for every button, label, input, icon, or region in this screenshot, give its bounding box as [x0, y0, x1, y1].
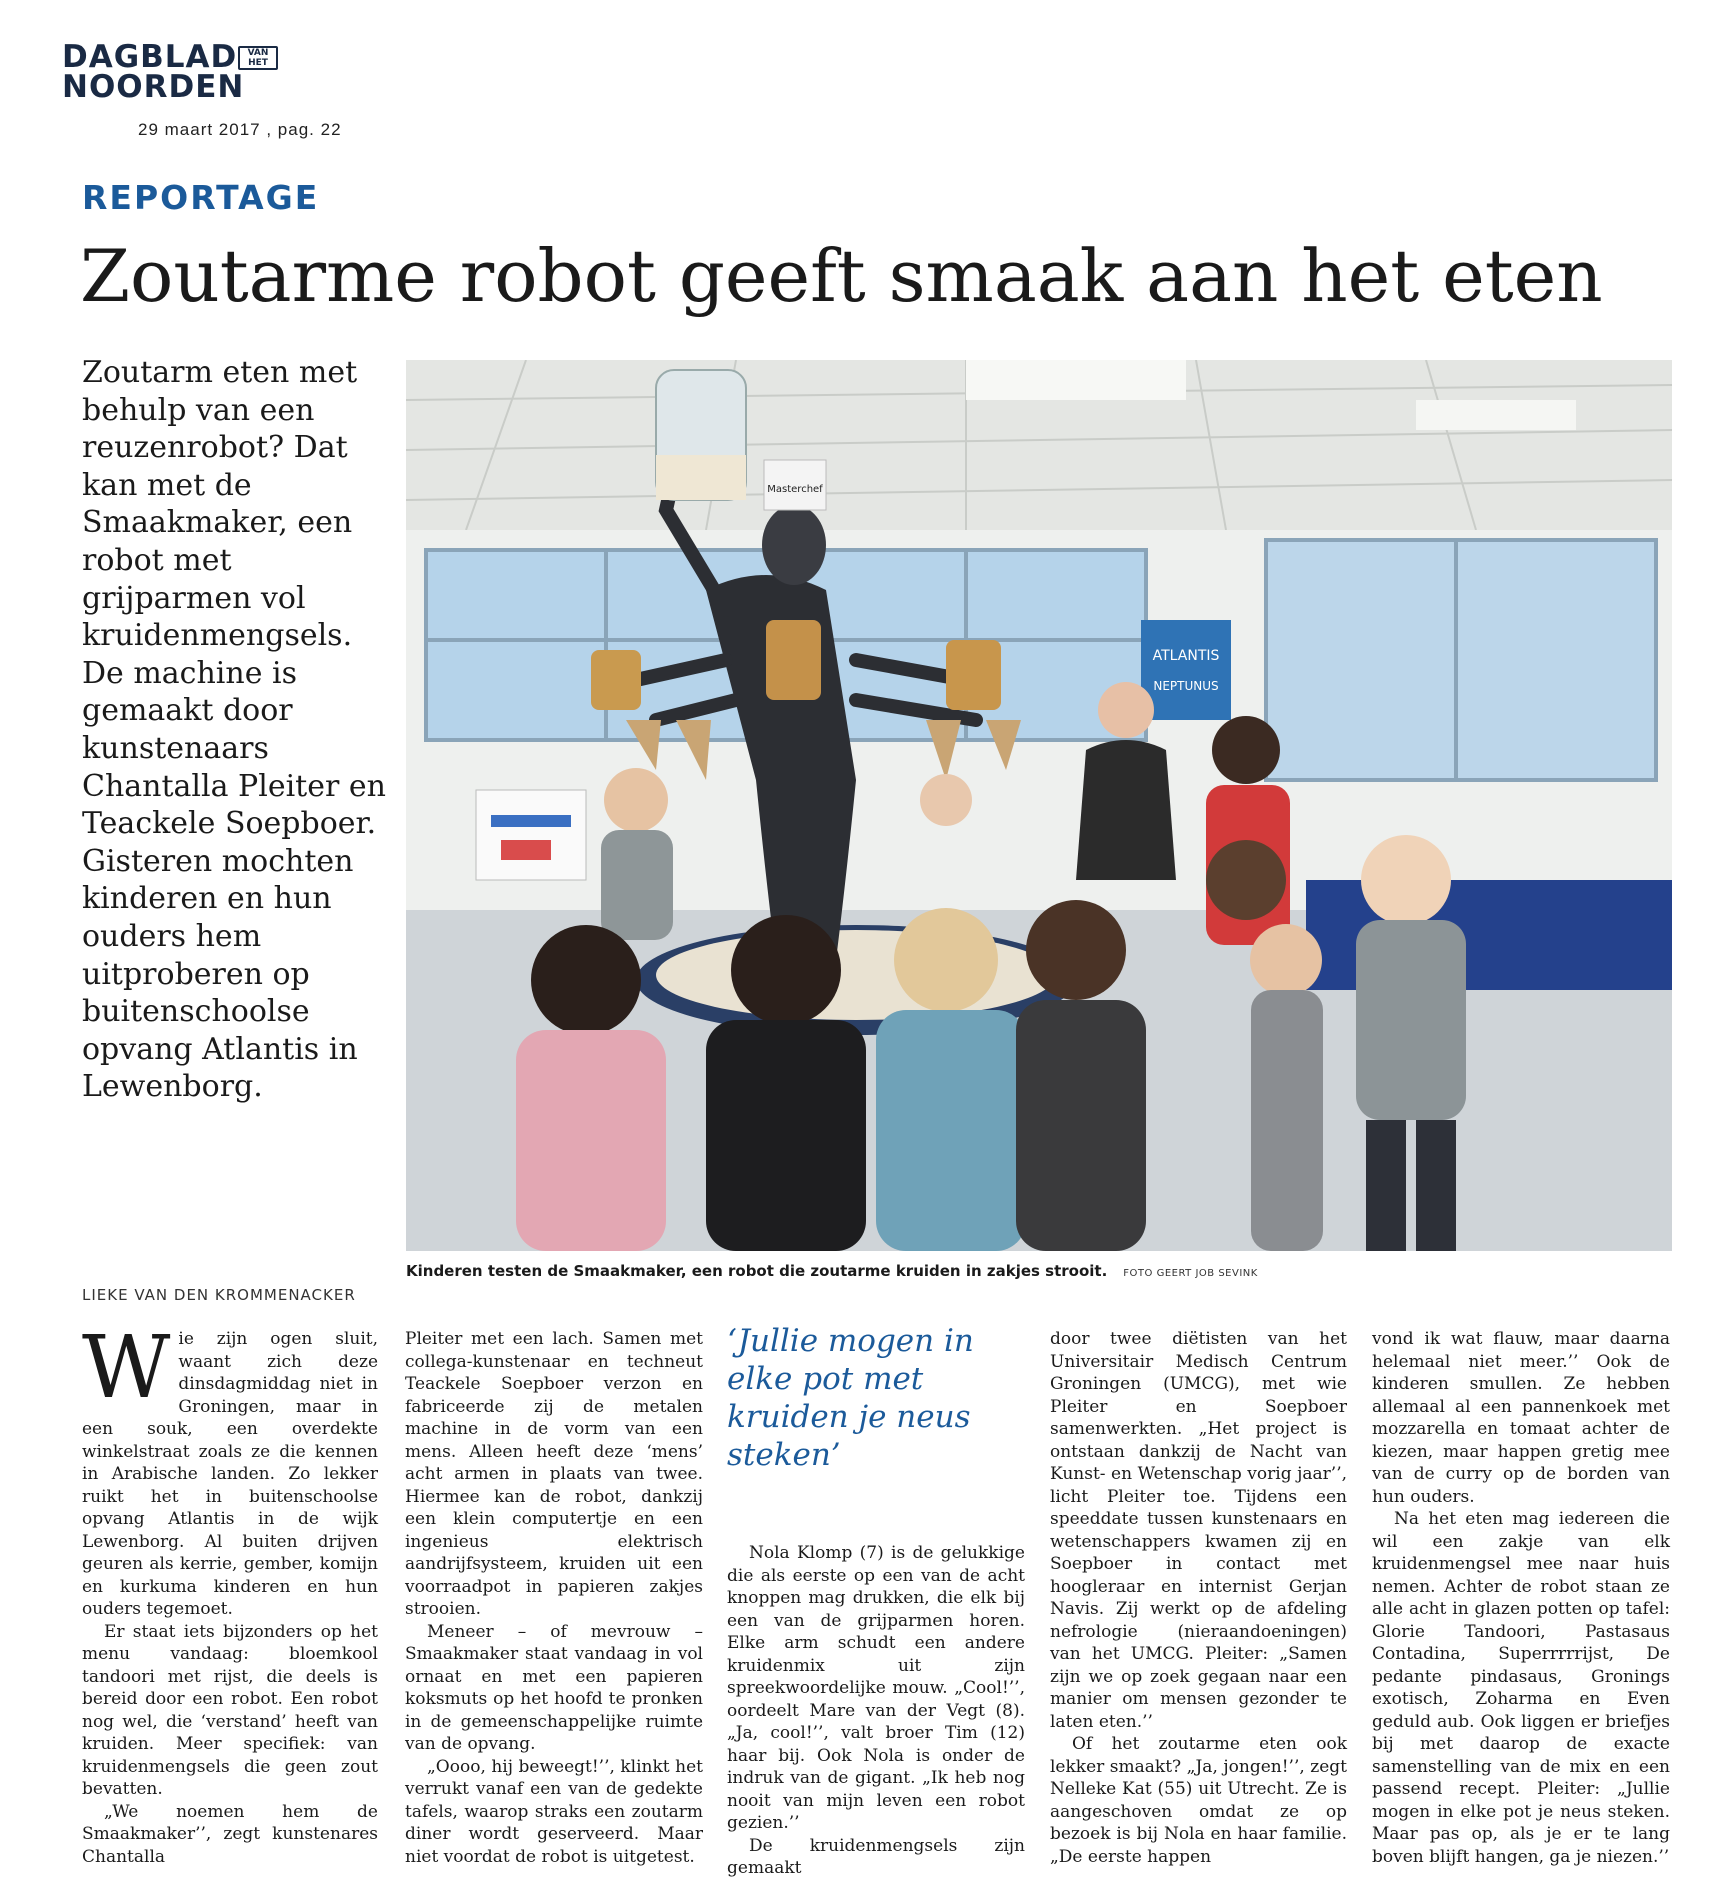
photo-credit: FOTO GEERT JOB SEVINK: [1123, 1268, 1258, 1279]
logo-line-2: NOORDEN: [62, 69, 245, 105]
svg-text:ATLANTIS: ATLANTIS: [1152, 648, 1220, 664]
paragraph: door twee diëtisten van het Universitair Medisch Centrum Groningen (UMCG), met wie Pleiter en Soepboer samenwerkten. „Het project is ontstaan dankzij de Nacht van Kunst- en Wetenschap vorig jaar’’, licht Pleiter toe. Tijdens een speeddate tussen kunstenaars en wetenschappers kwamen zij en Soepboer in contact met hoogleraar en internist Gerjan Navis. Zij werkt op de afdeling nefrologie (nieraandoeningen) van het UMCG. Pleiter: „Samen zijn we op zoek gegaan naar een manier om mensen gezonder te laten eten.’’: [1050, 1329, 1347, 1732]
dateline: 29 maart 2017 , pag. 22: [138, 120, 342, 139]
paragraph: Of het zoutarme eten ook lekker smaakt? „Ja, jongen!’’, zegt Nelleke Kat (55) uit Utrecht. Ze is aangeschoven omdat ze op bezoek is bij Nola en haar familie. „De eerste happen: [1050, 1734, 1347, 1867]
article-photo: [406, 360, 1672, 1251]
paragraph: „Oooo, hij beweegt!’’, klinkt het verrukt vanaf een van de gedekte tafels, waarop straks een zoutarm diner wordt geserveerd. Maar niet voordat de robot is uitgetest.: [405, 1756, 703, 1867]
photo-caption: [406, 1262, 1306, 1280]
caption-text: Kinderen testen de Smaakmaker, een robot die zoutarme kruiden in zakjes strooit.: [406, 1262, 1108, 1280]
paragraph: vond ik wat flauw, maar daarna helemaal niet meer.’’ Ook de kinderen smullen. Ze hebben allemaal al een pannenkoek met mozzarella en tomaat achter de kiezen, maar happen gretig mee van de curry op de borden van hun ouders.: [1372, 1329, 1670, 1507]
paragraph: Nola Klomp (7) is de gelukkige die als eerste op een van de acht knoppen mag drukken, die elk bij een van de grijparmen horen. Elke arm schudt een andere kruidenmix uit zijn spreekwoordelijke mouw. „Cool!’’, oordeelt Mare van der Vegt (8). „Ja, cool!’’, valt broer Tim (12) haar bij. Ook Nola is onder de indruk van de gigant. „Ik heb nog nooit van mijn leven een robot gezien.’’: [727, 1543, 1025, 1833]
intro-lead: Zoutarm eten met behulp van een reuzenrobot? Dat kan met de Smaakmaker, een robot met grijparmen vol kruidenmengsels. De machine is gemaakt door kunstenaars Chantalla Pleiter en Teackele Soepboer. Gisteren mochten kinderen en hun ouders hem uitproberen op buitenschoolse opvang Atlantis in Lewenborg.: [82, 355, 386, 1105]
svg-text:NEPTUNUS: NEPTUNUS: [1153, 679, 1219, 693]
newspaper-logo: [62, 39, 282, 106]
drop-cap: W: [82, 1318, 171, 1418]
paragraph: Pleiter met een lach. Samen met collega-kunstenaar en techneut Teackele Soepboer verzon en fabriceerde zij de metalen machine in de vorm van een mens. Alleen heeft deze ‘mens’ acht armen in plaats van twee. Hiermee kan de robot, dankzij een klein computertje en een ingenieus elektrisch aandrijfsysteem, kruiden uit een voorraadpot in papieren zakjes strooien.: [405, 1329, 703, 1619]
paragraph: ie zijn ogen sluit, waant zich deze dinsdagmiddag niet in Groningen, maar in een souk, een overdekte winkelstraat zoals ze die kennen in Arabische landen. Zo lekker ruikt het in buitenschoolse opvang Atlantis in de wijk Lewenborg. Al buiten drijven geuren als kerrie, gember, komijn en kurkuma kinderen en hun ouders tegemoet.: [82, 1329, 378, 1619]
headline: Zoutarme robot geeft smaak aan het eten: [80, 234, 1603, 318]
logo-line-1: DAGBLAD: [62, 39, 238, 75]
hat-text: Masterchef: [767, 484, 823, 495]
paragraph: Er staat iets bijzonders op het menu vandaag: bloemkool tandoori met rijst, die deels is bereid door een robot. Een robot nog wel, die ‘verstand’ heeft van kruiden. Meer specifiek: van kruidenmengsels die geen zout bevatten.: [82, 1621, 378, 1799]
body-column-3: [727, 1542, 1025, 1880]
logo-van-het: VAN HET: [238, 46, 278, 70]
paragraph: „We noemen hem de Smaakmaker’’, zegt kunstenares Chantalla: [82, 1801, 378, 1867]
paragraph: De kruidenmengsels zijn gemaakt: [727, 1835, 1025, 1878]
byline: LIEKE VAN DEN KROMMENACKER: [82, 1286, 356, 1304]
paragraph: Na het eten mag iedereen die wil een zakje van elk kruidenmengsel mee naar huis nemen. Achter de robot staan ze alle acht in glazen potten op tafel: Glorie Tandoori, Pastasaus Contadina, Superrrrrijst, De pedante pindasaus, Gronings exotisch, Zoharma en Even geduld aub. Ook liggen er briefjes bij met daarop de exacte samenstelling van de mix en een passend recept. Pleiter: „Jullie mogen in elke pot je neus steken. Maar pas op, als je er te lang boven blijft hangen, ga je niezen.’’: [1372, 1509, 1670, 1867]
paragraph: Meneer – of mevrouw – Smaakmaker staat vandaag in vol ornaat en met een papieren koksmuts op het hoofd te pronken in de gemeenschappelijke ruimte van de opvang.: [405, 1621, 703, 1754]
body-column-1: [82, 1318, 378, 1868]
pull-quote: ‘Jullie mogen in elke pot met kruiden je neus steken’: [727, 1323, 974, 1473]
body-column-4: [1050, 1328, 1347, 1868]
section-label: REPORTAGE: [82, 178, 320, 217]
body-column-2: [405, 1328, 703, 1868]
body-column-5: [1372, 1328, 1670, 1868]
